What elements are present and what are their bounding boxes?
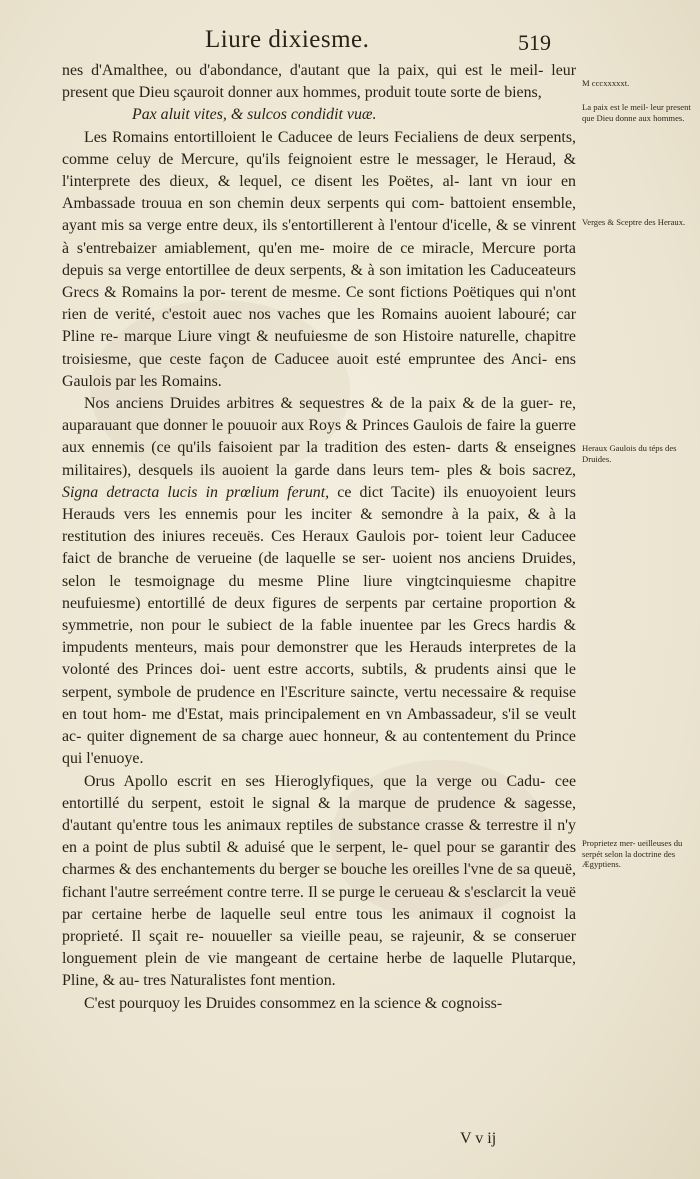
main-text-block <box>62 60 576 1015</box>
text-line: nes d'Amalthee, ou d'abondance, d'autant que la paix, qui est le meil- <box>62 62 544 79</box>
margin-note: M cccxxxxxt. <box>582 78 630 88</box>
paragraph-4: Orus Apollo escrit en ses Hieroglyfiques, que la verge ou Cadu- cee entortillé du serpent, estoit le signal & la marque de prudence & sagesse, d'autant qu'entre tous les animaux reptiles de substance crasse & terrestre il n'y en a point de plus subtil & aduisé que le serpent, le- quel pour se garantir des charmes & des enchantements du berger se bouche les oreilles l'vne de sa queuë, fichant l'autre serreément contre terre. Il se purge le cerueau & s'esclarcit la veuë par certaine herbe de laquelle seul entre tous les animaux il cognoist la proprieté. Il sçait re- nouueller sa vieille peau, se rajeunir, & se conseruer longuement plein de vie mangeant de certaine herbe de laquelle Plutarque, Pline, & au- tres Naturalistes font mention. <box>62 772 576 990</box>
text-run: ce dict Tacite) ils enuoyoient leurs Herauds vers les ennemis pour les inciter & semondre à la paix, & à la restitution des iniures receuës. Ces Heraux Gaulois por- toient leur Caducee faict de branche de verueine (de laquelle se ser- uoient nos anciens Druides, selon le tesmoignage du mesme Pline liure vingtcinquiesme chapitre neufuiesme) entortillé de deux figures de serpents par certaine proportion & symmetrie, non pour le subiect de la fable inuentee par les Grecs hardis & impudents menteurs, mais pour demonstrer que les Herauds interpretes de la volonté des Princes doi- uent estre accorts, subtils, & prudents ainsi que le serpent, symbole de prudence en l'Escriture saincte, vertu necessaire & requise en tout hom- me d'Estat, mais principalement en vn Ambassadeur, s'il se veult ac- quiter dignement de sa charge auec honneur, & au contentement du Prince qui l'enuoye. <box>62 483 576 768</box>
folio-number: 519 <box>518 30 551 55</box>
latin-citation: Signa detracta lucis in prœlium ferunt, <box>62 483 330 501</box>
text-line: sorte de biens, <box>450 84 542 102</box>
running-head: Liure dixiesme. <box>205 26 370 53</box>
text-line: leur present que Dieu sçauroit donner aux hommes, produit toute <box>62 62 576 102</box>
paragraph-1 <box>62 60 576 104</box>
signature-mark: V v ij <box>460 1130 497 1147</box>
latin-quote: Pax aluit vites, & sulcos condidit vuæ. <box>132 106 377 124</box>
margin-note: Heraux Gaulois du téps des Druides. <box>582 443 677 464</box>
page-header <box>0 22 700 62</box>
paragraph-3 <box>62 393 576 770</box>
margin-note: Verges & Sceptre des Heraux. <box>582 217 686 227</box>
paragraph-2: Les Romains entortilloient le Caducee de leurs Fecialiens de deux serpents, comme celuy de Mercure, qu'ils feignoient estre le messager, le Heraud, & l'interprete des dieux, & lequel, ce disent les Poëtes, al- lant vn iour en Ambassade trouua en son chemin deux serpents qui com- battoient ensemble, ayant mis sa verge entre deux, ils s'entortillerent à l'entour d'icelle, & se vinrent à s'entrebaizer amiablement, qu'en me- moire de ce miracle, Mercure porta depuis sa verge entortillee de deux serpents, & à son imitation les Caduceateurs Grecs & Romains la por- terent de mesme. Ce sont fictions Poëtiques qui n'ont rien de verité, c'estoit auec nos vaches que les Romains auoient labouré; car Pline re- marque Liure vingt & neufuiesme de son Histoire naturelle, chapitre troisiesme, que ceste façon de Caducee auoit esté empruntee des Anci- ens Gaulois par les Romains. <box>62 128 576 390</box>
margin-note: La paix est le meil- leur present que Dieu donne aux hommes. <box>582 102 691 123</box>
margin-note: Proprietez mer- ueilleuses du serpét selon la doctrine des Ægyptiens. <box>582 838 683 869</box>
text-run: Nos anciens Druides arbitres & sequestres & de la paix & de la guer- re, auparauant que donner le pouuoir aux Roys & Princes Gaulois de faire la guerre aux ennemis (ce qu'ils faisoient par la tradition des esten- darts & enseignes militaires), desquels ils auoient la garde dans leurs tem- ples & bois sacrez, <box>62 395 576 479</box>
paragraph-5: C'est pourquoy les Druides consommez en la science & cognoiss- <box>84 994 503 1012</box>
